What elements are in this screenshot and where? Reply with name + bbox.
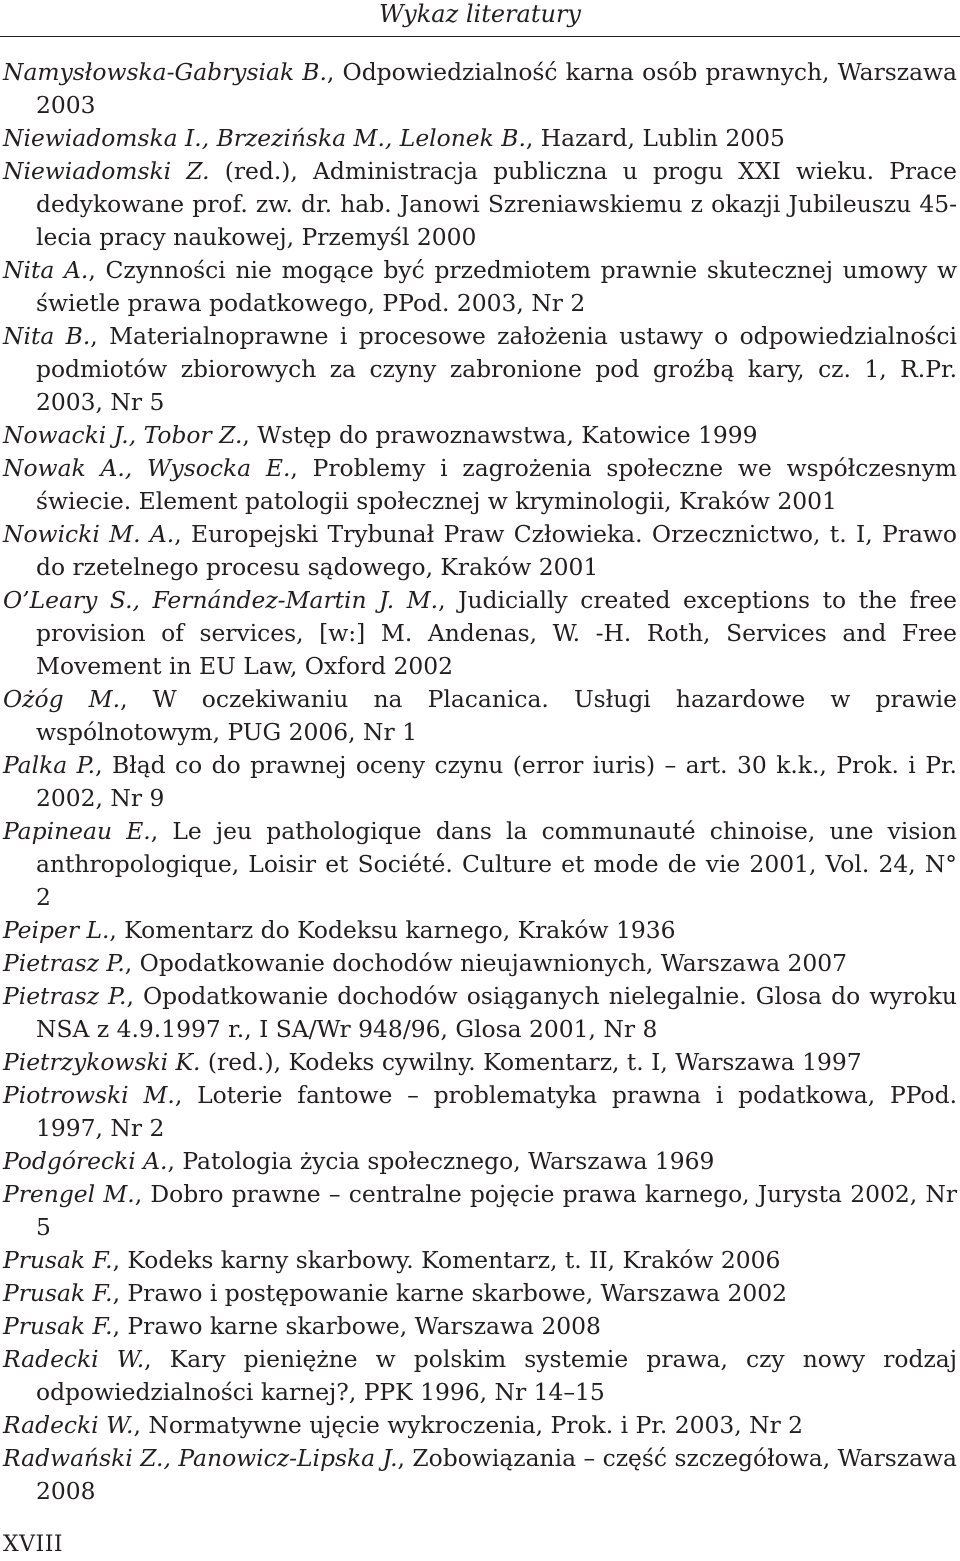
bibliography-entry [3, 1277, 957, 1310]
entry-author: Prusak F. [3, 1279, 113, 1307]
bibliography-entry [3, 914, 957, 947]
entry-text: , Judicially created exceptions to the free provision of services, [w:] M. Andenas, W. -H. Roth, Services and Free Movement in EU Law, Oxford 2002 [36, 586, 958, 680]
entry-text: (red.), Administracja publiczna u progu XXI wieku. Prace dedykowane prof. zw. dr. hab. Janowi Szreniawskiemu z okazji Jubileuszu 45-lecia pracy naukowej, Przemyśl 2000 [36, 157, 957, 251]
entry-text: , Normatywne ujęcie wykroczenia, Prok. i Pr. 2003, Nr 2 [133, 1411, 804, 1439]
bibliography-entry [3, 56, 957, 122]
bibliography-entry [3, 320, 957, 419]
entry-text: (red.), Kodeks cywilny. Komentarz, t. I, Warszawa 1997 [200, 1048, 862, 1076]
entry-author: Nita A. [3, 256, 89, 284]
bibliography-list [3, 56, 957, 1508]
entry-text: , Patologia życia społecznego, Warszawa 1969 [167, 1147, 715, 1175]
entry-author: Prusak F. [3, 1246, 113, 1274]
entry-author: Podgórecki A. [3, 1147, 168, 1175]
bibliography-entry [3, 155, 957, 254]
bibliography-entry [3, 1442, 957, 1508]
entry-text: , Prawo i postępowanie karne skarbowe, Warszawa 2002 [112, 1279, 787, 1307]
entry-author: Pietrzykowski K. [3, 1048, 201, 1076]
entry-text: , Odpowiedzialność karna osób prawnych, Warszawa 2003 [36, 58, 957, 119]
entry-author: Pietrasz P. [3, 982, 127, 1010]
entry-author: Namysłowska-Gabrysiak B. [3, 58, 327, 86]
entry-text: , Dobro prawne – centralne pojęcie prawa karnego, Jurysta 2002, Nr 5 [36, 1180, 958, 1241]
bibliography-entry [3, 815, 957, 914]
entry-author: Radwański Z., Panowicz-Lipska J. [3, 1444, 398, 1472]
entry-text: , Zobowiązania – część szczegółowa, Warszawa 2008 [36, 1444, 957, 1505]
bibliography-entry [3, 584, 957, 683]
entry-text: , Kodeks karny skarbowy. Komentarz, t. II, Kraków 2006 [112, 1246, 781, 1274]
entry-author: Peiper L. [3, 916, 110, 944]
entry-text: , Materialnoprawne i procesowe założenia ustawy o odpowiedzialności podmiotów zbiorowych za czyny zabronione pod groźbą kary, cz. 1, R.Pr. 2003, Nr 5 [36, 322, 957, 416]
entry-text: , Europejski Trybunał Praw Człowieka. Orzecznictwo, t. I, Prawo do rzetelnego procesu sądowego, Kraków 2001 [36, 520, 958, 581]
entry-text: , Błąd co do prawnej oceny czynu (error iuris) – art. 30 k.k., Prok. i Pr. 2002, Nr 9 [36, 751, 957, 812]
entry-text: , Le jeu pathologique dans la communauté chinoise, une vision anthropologique, Loisir et Société. Culture et mode de vie 2001, Vol. 24, N° 2 [36, 817, 957, 911]
entry-text: , Opodatkowanie dochodów osiąganych nielegalnie. Glosa do wyroku NSA z 4.9.1997 r., I SA/Wr 948/96, Glosa 2001, Nr 8 [36, 982, 957, 1043]
entry-text: , Prawo karne skarbowe, Warszawa 2008 [112, 1312, 601, 1340]
entry-author: Radecki W. [3, 1411, 134, 1439]
bibliography-entry [3, 1079, 957, 1145]
bibliography-entry [3, 980, 957, 1046]
entry-text: , Hazard, Lublin 2005 [525, 124, 785, 152]
entry-text: , Komentarz do Kodeksu karnego, Kraków 1936 [109, 916, 676, 944]
running-head: Wykaz literatury [379, 0, 581, 28]
bibliography-entry [3, 518, 957, 584]
entry-author: Niewiadomski Z. [3, 157, 210, 185]
entry-text: , Loterie fantowe – problematyka prawna i podatkowa, PPod. 1997, Nr 2 [36, 1081, 957, 1142]
bibliography-entry [3, 1178, 957, 1244]
entry-author: O’Leary S., Fernández-Martin J. M. [3, 586, 439, 614]
bibliography-entry [3, 254, 957, 320]
header-rule [0, 36, 960, 37]
bibliography-entry [3, 1145, 957, 1178]
entry-text: , Wstęp do prawoznawstwa, Katowice 1999 [242, 421, 758, 449]
entry-author: Nita B. [3, 322, 91, 350]
bibliography-entry [3, 683, 957, 749]
entry-author: Piotrowski M. [3, 1081, 175, 1109]
entry-text: , Problemy i zagrożenia społeczne we współczesnym świecie. Element patologii społecznej w kryminologii, Kraków 2001 [36, 454, 957, 515]
bibliography-entry [3, 419, 957, 452]
entry-author: Nowacki J., Tobor Z. [3, 421, 243, 449]
bibliography-entry [3, 452, 957, 518]
entry-author: Radecki W. [3, 1345, 145, 1373]
entry-author: Palka P. [3, 751, 96, 779]
entry-author: Niewiadomska I., Brzezińska M., Lelonek B. [3, 124, 526, 152]
bibliography-entry [3, 749, 957, 815]
entry-author: Pietrasz P. [3, 949, 125, 977]
entry-text: , Czynności nie mogące być przedmiotem prawnie skutecznej umowy w świetle prawa podatkowego, PPod. 2003, Nr 2 [36, 256, 957, 317]
bibliography-entry [3, 1310, 957, 1343]
page-number: XVIII [3, 1532, 64, 1557]
entry-author: Ożóg M. [3, 685, 121, 713]
bibliography-entry [3, 947, 957, 980]
bibliography-entry [3, 122, 957, 155]
entry-author: Nowak A., Wysocka E. [3, 454, 291, 482]
entry-author: Prengel M. [3, 1180, 135, 1208]
entry-author: Prusak F. [3, 1312, 113, 1340]
bibliography-entry [3, 1409, 957, 1442]
bibliography-entry [3, 1244, 957, 1277]
entry-text: , W oczekiwaniu na Placanica. Usługi hazardowe w prawie wspólnotowym, PUG 2006, Nr 1 [36, 685, 957, 746]
entry-author: Nowicki M. A. [3, 520, 175, 548]
entry-text: , Kary pieniężne w polskim systemie prawa, czy nowy rodzaj odpowiedzialności karnej?, PPK 1996, Nr 14–15 [36, 1345, 957, 1406]
bibliography-entry [3, 1046, 957, 1079]
entry-text: , Opodatkowanie dochodów nieujawnionych, Warszawa 2007 [124, 949, 848, 977]
bibliography-entry [3, 1343, 957, 1409]
entry-author: Papineau E. [3, 817, 151, 845]
